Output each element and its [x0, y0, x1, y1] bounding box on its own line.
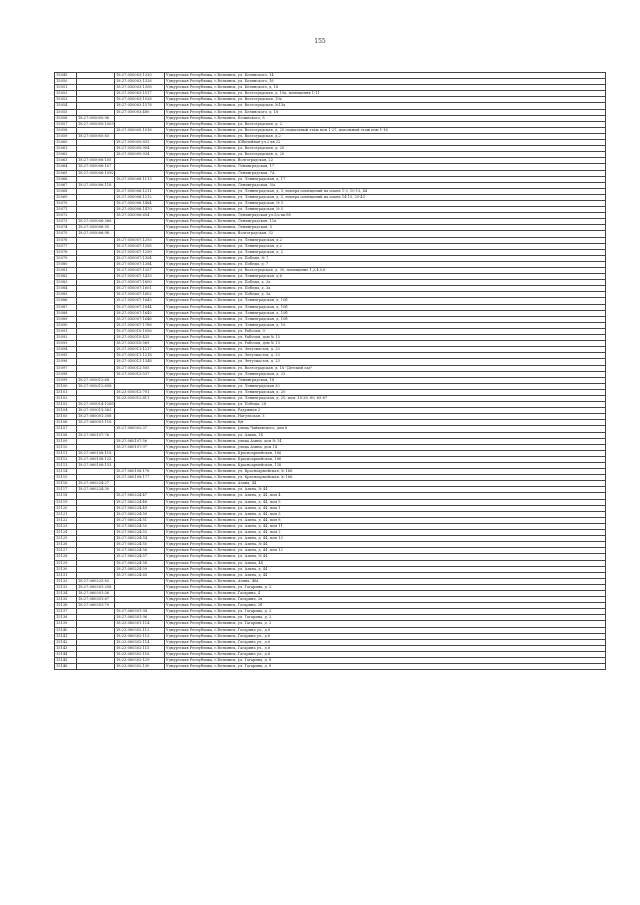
- object-cadastral-number-cell: 18:27:060108:176: [115, 469, 165, 475]
- object-cadastral-number-cell: 18:23:050012:811: [115, 395, 165, 401]
- row-number-cell: 15067: [55, 182, 77, 188]
- address-cell: Удмуртская Республика, г.Воткинск, ул. Ленинградская, д. 5, номера помещений на плане 1-3, 10-13, 44: [165, 188, 606, 194]
- land-cadastral-number-cell: 18:27:060108:125: [77, 456, 115, 462]
- object-cadastral-number-cell: 18:27:060002:37: [115, 426, 165, 432]
- land-cadastral-number-cell: 18:27:050006:366: [77, 219, 115, 225]
- row-number-cell: 15051: [55, 85, 77, 91]
- address-cell: Удмуртская Республика, г.Воткинск, ул. Энтузиастов, д. 23: [165, 359, 606, 365]
- object-cadastral-number-cell: 18:27:060224:48: [115, 499, 165, 505]
- row-number-cell: 15070: [55, 200, 77, 206]
- object-cadastral-number-cell: 18:27:050007:1433: [115, 274, 165, 280]
- row-number-cell: 15055: [55, 109, 77, 115]
- row-number-cell: 15052: [55, 91, 77, 97]
- row-number-cell: 15124: [55, 530, 77, 536]
- row-number-cell: 15066: [55, 176, 77, 182]
- land-cadastral-number-cell: 18:27:050005:96: [77, 115, 115, 121]
- address-cell: Удмуртская Республика, г.Воткинск, Ленинградская, 11а: [165, 219, 606, 225]
- object-cadastral-number-cell: 18:27:060224:47: [115, 493, 165, 499]
- object-cadastral-number-cell: 18:27:060224:51: [115, 517, 165, 523]
- table-row: [55, 664, 606, 670]
- row-number-cell: 15127: [55, 548, 77, 554]
- row-number-cell: 15137: [55, 609, 77, 615]
- address-cell: Удмуртская Республика, г.Воткинск, ул. Рабочая, дом № 13: [165, 341, 606, 347]
- object-cadastral-number-cell: 18:27:050005:1016: [115, 127, 165, 133]
- object-cadastral-number-cell: 18:27:060224:50: [115, 511, 165, 517]
- object-cadastral-number-cell: 18:23:060302:114: [115, 639, 165, 645]
- address-cell: Удмуртская Республика, г.Воткинск, ул. Ленинградская, д. 16: [165, 322, 606, 328]
- address-cell: Удмуртская Республика, г.Воткинск, ул. Ленинградская, д. 10б: [165, 316, 606, 322]
- address-cell: Удмуртская Республика, г.Воткинск, Азина, 44: [165, 481, 606, 487]
- object-cadastral-number-cell: 18:27:050010:569: [115, 341, 165, 347]
- row-number-cell: 15061: [55, 146, 77, 152]
- address-cell: Удмуртская Республика, г.Воткинск, ул. Волгоградская, д. 30, помещение 1,2,4,5,6: [165, 268, 606, 274]
- object-cadastral-number-cell: 18:27:050010:435: [115, 335, 165, 341]
- row-number-cell: 15080: [55, 261, 77, 267]
- object-cadastral-number-cell: 18:27:060224:57: [115, 554, 165, 560]
- row-number-cell: 15084: [55, 286, 77, 292]
- object-cadastral-number-cell: 18:23:050012:791: [115, 389, 165, 395]
- row-number-cell: 15142: [55, 639, 77, 645]
- address-cell: Удмуртская Республика, г.Воткинск, ул. Рабочая, 9: [165, 328, 606, 334]
- address-cell: Удмуртская Республика, г.Воткинск, ул. Гагарина, д. 8: [165, 658, 606, 664]
- row-number-cell: 15106: [55, 420, 77, 426]
- address-cell: Удмуртская Республика, г.Воткинск, ул. Волгоградская, д. 20: [165, 152, 606, 158]
- address-cell: Удмуртская Республика, г.Воткинск, Белинского, 8: [165, 115, 606, 121]
- address-cell: Удмуртская Республика, г.Воткинск, Гагарина ул., д.6: [165, 645, 606, 651]
- row-number-cell: 15094: [55, 347, 77, 353]
- row-number-cell: 15075: [55, 231, 77, 237]
- object-cadastral-number-cell: 18:27:050007:1646: [115, 316, 165, 322]
- row-number-cell: 15057: [55, 121, 77, 127]
- address-cell: Удмуртская Республика, г.Воткинск, Красноармейская, 138: [165, 463, 606, 469]
- address-cell: Удмуртская Республика, г.Воткинск, ул. Волгоградская, д. 18 "Детский сад": [165, 365, 606, 371]
- land-cadastral-number-cell: 18:27:060225:83: [77, 578, 115, 584]
- row-number-cell: 15134: [55, 590, 77, 596]
- row-number-cell: 15117: [55, 487, 77, 493]
- object-cadastral-number-cell: 18:23:060302:130: [115, 664, 165, 670]
- row-number-cell: 15112: [55, 456, 77, 462]
- land-cadastral-number-cell: 18:27:060224:30: [77, 487, 115, 493]
- object-cadastral-number-cell: 18:27:050012:505: [115, 365, 165, 371]
- object-cadastral-number-cell: 18:27:060224:53: [115, 530, 165, 536]
- row-number-cell: 15108: [55, 432, 77, 438]
- address-cell: Удмуртская Республика, г.Воткинск, Гагарина ул., д.6: [165, 639, 606, 645]
- address-cell: Удмуртская Республика, г.Воткинск, ул. Ленинградская, № 5: [165, 207, 606, 213]
- object-cadastral-number-cell: 18:27:050007:1337: [115, 268, 165, 274]
- object-cadastral-number-cell: 18:27:050007:1602: [115, 292, 165, 298]
- land-cadastral-number-cell: 18:27:050014:1265: [78, 402, 114, 407]
- object-cadastral-number-cell: 18:27:050003:1308: [115, 85, 165, 91]
- object-cadastral-number-cell: 18:27:050007:1643: [115, 298, 165, 304]
- address-cell: Удмуртская Республика, г.Воткинск, ул. Азина, д. 44: [165, 566, 606, 572]
- row-number-cell: 15136: [55, 603, 77, 609]
- row-number-cell: 15141: [55, 633, 77, 639]
- land-cadastral-number-cell: 18:27:060107:76: [77, 432, 115, 438]
- object-cadastral-number-cell: 18:27:060224:59: [115, 566, 165, 572]
- row-number-cell: 15099: [55, 377, 77, 383]
- row-number-cell: 15120: [55, 505, 77, 511]
- object-cadastral-number-cell: 18:27:050012:537: [115, 371, 165, 377]
- address-cell: Удмуртская Республика, г.Воткинск, ул. Гагарина, д. 2: [165, 615, 606, 621]
- address-cell: Удмуртская Республика, г.Воткинск, ул. Белинского, д. 18: [165, 85, 606, 91]
- page-number: 155: [314, 38, 326, 45]
- land-cadastral-number-cell: 18:27:050012:658: [77, 383, 115, 389]
- address-cell: Удмуртская Республика, г.Воткинск, ул. Азина, № 44: [165, 554, 606, 560]
- address-cell: Удмуртская Республика, г.Воткинск, Красноармейская, 166: [165, 456, 606, 462]
- land-cadastral-number-cell: 18:27:050005:83: [77, 133, 115, 139]
- object-cadastral-number-cell: 18:27:060224:56: [115, 548, 165, 554]
- address-cell: Удмуртская Республика, г.Воткинск, б/н: [165, 420, 606, 426]
- address-cell: Удмуртская Республика, г.Воткинск, ул. Азина, № 44: [165, 487, 606, 493]
- row-number-cell: 15111: [55, 450, 77, 456]
- object-cadastral-number-cell: 18:27:060224:52: [115, 523, 165, 529]
- row-number-cell: 15107: [55, 426, 77, 432]
- address-cell: Удмуртская Республика, г.Воткинск, ул. Ленинградская, д. 5, номера помещений на плане 14-15, 25-43: [165, 194, 606, 200]
- object-cadastral-number-cell: 18:27:050003:1528: [115, 97, 165, 103]
- row-number-cell: 15121: [55, 511, 77, 517]
- address-cell: Удмуртская Республика, г.Воткинск, ул. Ленинградская, д.2: [165, 243, 606, 249]
- row-number-cell: 15087: [55, 304, 77, 310]
- address-cell: Удмуртская Республика, г.Воткинск, ул. Белинского, д. 18: [165, 109, 606, 115]
- row-number-cell: 15113: [55, 463, 77, 469]
- row-number-cell: 15109: [55, 438, 77, 444]
- address-cell: Удмуртская Республика, г.Воткинск, Красноармейская, 166: [165, 450, 606, 456]
- object-cadastral-number-cell: 18:23:060302:129: [115, 658, 165, 664]
- address-cell: Удмуртская Республика, г.Воткинск, ул. Ленинградская, д. 10б: [165, 298, 606, 304]
- land-cadastral-number-cell: 18:27:050005:1003: [78, 121, 114, 126]
- land-cadastral-number-cell: 18:27:060224:27: [77, 481, 115, 487]
- land-cadastral-number-cell: 18:27:060108:133: [77, 463, 115, 469]
- address-cell: Удмуртская Республика, г.Воткинск, ул. Волгоградская, д. 2: [165, 121, 606, 127]
- row-number-cell: 15128: [55, 554, 77, 560]
- object-cadastral-number-cell: 18:27:050003:1320: [115, 73, 165, 79]
- address-cell: Удмуртская Республика, г.Воткинск, ул. Азина, д. 44, пом 13: [165, 536, 606, 542]
- object-cadastral-number-cell: 18:27:050006:1212: [115, 194, 165, 200]
- address-cell: Удмуртская Республика, г.Воткинск, ул. Азина, д. 44, пом 11: [165, 523, 606, 529]
- object-cadastral-number-cell: 18:27:050011:1218: [115, 353, 165, 359]
- registry-body: [55, 73, 606, 670]
- address-cell: Удмуртская Республика, г.Воткинск, ул. Ленинградская, д. 10б: [165, 310, 606, 316]
- address-cell: Удмуртская Республика, г.Воткинск, Ленинградская, 18: [165, 377, 606, 383]
- land-cadastral-number-cell: 18:27:060301:70: [77, 603, 115, 609]
- row-number-cell: 15063: [55, 158, 77, 164]
- row-number-cell: 15064: [55, 164, 77, 170]
- address-cell: Удмуртская Республика, г.Воткинск, ул. Ленинградская, д. 22: [165, 371, 606, 377]
- object-cadastral-number-cell: 18:23:060302:115: [115, 645, 165, 651]
- address-cell: Удмуртская Республика, г.Воткинск, ул. Победы, д. 3а: [165, 280, 606, 286]
- row-number-cell: 15126: [55, 542, 77, 548]
- land-cadastral-number-cell: 18:27:050006:105: [77, 158, 115, 164]
- object-cadastral-number-cell: 18:27:050006:1464: [115, 200, 165, 206]
- object-cadastral-number-cell: 18:23:060301:114: [115, 621, 165, 627]
- row-number-cell: 15110: [55, 444, 77, 450]
- row-number-cell: 15123: [55, 523, 77, 529]
- address-cell: Удмуртская Республика, г.Воткинск, ул. Победы, д. 3а: [165, 292, 606, 298]
- row-number-cell: 15059: [55, 133, 77, 139]
- address-cell: Удмуртская Республика, г.Воткинск, ул. Азина, д. 44, пом 2: [165, 530, 606, 536]
- row-number-cell: 15098: [55, 371, 77, 377]
- address-cell: Удмуртская Республика, г.Воткинск, ул. Ленинградская, № 5: [165, 200, 606, 206]
- row-number-cell: 15060: [55, 140, 77, 146]
- object-cadastral-number-cell: 18:27:060301:96: [115, 615, 165, 621]
- address-cell: Удмуртская Республика, г.Воткинск, ул. Ленинградская, д. 10б: [165, 304, 606, 310]
- address-cell: Удмуртская Республика, г.Воткинск, ул. Волгоградская, д. 20 подвальный этаж пом 1-27, цокольный этаж пом 1-16: [165, 127, 606, 133]
- row-number-cell: 15081: [55, 268, 77, 274]
- address-cell: Удмуртская Республика, г.Воткинск, ул. Азина, д. 44, пом 12: [165, 548, 606, 554]
- row-number-cell: 15133: [55, 584, 77, 590]
- address-cell: Удмуртская Республика, г.Воткинск, Радужная 2: [165, 408, 606, 414]
- row-number-cell: 15049: [55, 73, 77, 79]
- address-cell: Удмуртская Республика, г.Воткинск, ул. Волгоградская, д.2: [165, 133, 606, 139]
- row-number-cell: 15146: [55, 664, 77, 670]
- address-cell: Удмуртская Республика, г.Воткинск, Азина, 46а: [165, 578, 606, 584]
- row-number-cell: 15143: [55, 645, 77, 651]
- object-cadastral-number-cell: 18:27:050007:1645: [115, 310, 165, 316]
- address-cell: Удмуртская Республика, г.Воткинск, ул. Ленинградская, д.6: [165, 274, 606, 280]
- object-cadastral-number-cell: 18:27:050003:1326: [115, 79, 165, 85]
- address-cell: Удмуртская Республика, г.Воткинск, ул. Гагарина, д. 2: [165, 584, 606, 590]
- address-cell: Удмуртская Республика, г.Воткинск, ул. Волгоградская, д. 20: [165, 146, 606, 152]
- address-cell: Удмуртская Республика, г.Воткинск, Юбилейная ул.2 кв 22: [165, 140, 606, 146]
- object-cadastral-number-cell: 18:27:050007:1299: [115, 249, 165, 255]
- address-cell: Удмуртская Республика, г.Воткинск, Гагарина, 2в: [165, 597, 606, 603]
- land-cadastral-number-cell: 18:27:050012:68: [77, 377, 115, 383]
- row-number-cell: 15129: [55, 560, 77, 566]
- address-cell: Удмуртская Республика, г.Воткинск, Гагарина, 2б: [165, 603, 606, 609]
- object-cadastral-number-cell: 18:27:060107:97: [115, 444, 165, 450]
- address-cell: Удмуртская Республика, г.Воткинск, ул. Ленинградская, д. 2: [165, 249, 606, 255]
- row-number-cell: 15104: [55, 408, 77, 414]
- object-cadastral-number-cell: 18:27:050006:654: [115, 213, 165, 219]
- address-cell: Удмуртская Республика, г.Воткинск, Ленинградская, 5: [165, 225, 606, 231]
- row-number-cell: 15119: [55, 499, 77, 505]
- address-cell: Удмуртская Республика, г.Воткинск, ул. Волгоградская, 19а: [165, 97, 606, 103]
- row-number-cell: 15053: [55, 97, 77, 103]
- address-cell: Удмуртская Республика, г.Воткинск, ул. Ленинградская 20: [165, 383, 606, 389]
- object-cadastral-number-cell: 18:27:050005:853: [115, 140, 165, 146]
- land-cadastral-number-cell: 18:27:050015:563: [77, 408, 115, 414]
- address-cell: Удмуртская Республика, г.Воткинск, ул. Азина, д. 44, пом 4: [165, 493, 606, 499]
- row-number-cell: 15091: [55, 328, 77, 334]
- object-cadastral-number-cell: 18:27:050005:904: [115, 146, 165, 152]
- object-cadastral-number-cell: 18:27:050006:1470: [115, 207, 165, 213]
- row-number-cell: 15072: [55, 213, 77, 219]
- row-number-cell: 15076: [55, 237, 77, 243]
- row-number-cell: 15097: [55, 365, 77, 371]
- row-number-cell: 15050: [55, 79, 77, 85]
- row-number-cell: 15079: [55, 255, 77, 261]
- address-cell: Удмуртская Республика, г.Воткинск, ул. Азина, 44: [165, 560, 606, 566]
- row-number-cell: 15101: [55, 389, 77, 395]
- row-number-cell: 15135: [55, 597, 77, 603]
- land-cadastral-number-cell: 18:27:050006:107: [77, 164, 115, 170]
- address-cell: Удмуртская Республика, г.Воткинск, ул. Волгоградская, №13а: [165, 103, 606, 109]
- row-number-cell: 15058: [55, 127, 77, 133]
- object-cadastral-number-cell: 18:27:050006:1211: [115, 188, 165, 194]
- address-cell: Удмуртская Республика, г.Воткинск, Ленинградская ул.5/а кв.88: [165, 213, 606, 219]
- object-cadastral-number-cell: 18:27:050007:1304: [115, 255, 165, 261]
- row-number-cell: 15118: [55, 493, 77, 499]
- object-cadastral-number-cell: 18:27:060301:94: [115, 609, 165, 615]
- address-cell: Удмуртская Республика, г.Воткинск, Ленинградская, 5/а: [165, 182, 606, 188]
- address-cell: Удмуртская Республика, г.Воткинск, ул. Ленинградская, д.2: [165, 237, 606, 243]
- object-cadastral-number-cell: 18:27:050007:1295: [115, 243, 165, 249]
- object-cadastral-number-cell: 18:27:060224:58: [115, 560, 165, 566]
- row-number-cell: 15096: [55, 359, 77, 365]
- land-cadastral-number-cell: [77, 664, 115, 670]
- row-number-cell: 15114: [55, 469, 77, 475]
- address-cell: Удмуртская Республика, г.Воткинск, ул. Энтузиастов, д. 23: [165, 347, 606, 353]
- land-cadastral-number-cell: 18:27:060001:308: [77, 414, 115, 420]
- row-number-cell: 15138: [55, 615, 77, 621]
- row-number-cell: 15062: [55, 152, 77, 158]
- address-cell: Удмуртская Республика, г.Воткинск, ул. Гагарина, д. 2: [165, 609, 606, 615]
- row-number-cell: 15088: [55, 310, 77, 316]
- object-cadastral-number-cell: 18:27:060224:49: [115, 505, 165, 511]
- row-number-cell: 15144: [55, 651, 77, 657]
- land-cadastral-number-cell: 18:27:060001:116: [77, 420, 115, 426]
- row-number-cell: 15054: [55, 103, 77, 109]
- row-number-cell: 15090: [55, 322, 77, 328]
- address-cell: Удмуртская Республика, г.Воткинск, ул. Ленинградская, д. 20, пом. 18-28, 60, 65-67: [165, 395, 606, 401]
- address-cell: Удмуртская Республика, г.Воткинск, ул. Ленинградская, д. 17: [165, 176, 606, 182]
- object-cadastral-number-cell: 18:27:050007:1601: [115, 286, 165, 292]
- object-cadastral-number-cell: 18:27:050010:1056: [115, 328, 165, 334]
- object-cadastral-number-cell: 18:27:050006:1113: [115, 176, 165, 182]
- object-cadastral-number-cell: 18:27:050007:1293: [115, 237, 165, 243]
- object-cadastral-number-cell: 18:27:060224:54: [115, 536, 165, 542]
- address-cell: Удмуртская Республика, г.Воткинск, ул. Азина, д. 44, пом 3: [165, 511, 606, 517]
- row-number-cell: 15092: [55, 335, 77, 341]
- object-cadastral-number-cell: 18:27:060224:55: [115, 542, 165, 548]
- object-cadastral-number-cell: 18:27:050003:480: [115, 109, 165, 115]
- address-cell: Удмуртская Республика, г.Воткинск, улица Азина, дом № 14: [165, 438, 606, 444]
- row-number-cell: 15086: [55, 298, 77, 304]
- land-cadastral-number-cell: 18:27:050006:98: [77, 231, 115, 237]
- row-number-cell: 15100: [55, 383, 77, 389]
- address-cell: Удмуртская Республика, г.Воткинск, Ленинградская, 17: [165, 164, 606, 170]
- row-number-cell: 15083: [55, 280, 77, 286]
- object-cadastral-number-cell: 18:27:050007:1384: [115, 261, 165, 267]
- address-cell: Удмуртская Республика, г.Воткинск, Гагарина, 4: [165, 590, 606, 596]
- address-cell: Удмуртская Республика, г.Воткинск, ул. Ленинградская, д. 20: [165, 389, 606, 395]
- row-number-cell: 15085: [55, 292, 77, 298]
- row-number-cell: 15115: [55, 475, 77, 481]
- address-cell: Удмуртская Республика, г.Воткинск, Ленинградская, 7А: [165, 170, 606, 176]
- land-cadastral-number-cell: 18:27:060108:118: [77, 450, 115, 456]
- address-cell: Удмуртская Республика, г.Воткинск, Нагульская, 3: [165, 414, 606, 420]
- row-number-cell: 15068: [55, 188, 77, 194]
- row-number-cell: 15140: [55, 627, 77, 633]
- address-cell: Удмуртская Республика, г.Воткинск, Волгоградская, 32: [165, 231, 606, 237]
- address-cell: Удмуртская Республика, г.Воткинск, ул. Азина, 14: [165, 432, 606, 438]
- row-number-cell: 15074: [55, 225, 77, 231]
- address-cell: Удмуртская Республика, г.Воткинск, ул. Победы, д. 3а: [165, 286, 606, 292]
- row-number-cell: 15102: [55, 395, 77, 401]
- row-number-cell: 15105: [55, 414, 77, 420]
- object-cadastral-number-cell: 18:27:060107:56: [115, 438, 165, 444]
- row-number-cell: 15089: [55, 316, 77, 322]
- object-cadastral-number-cell: 18:27:050007:1788: [115, 322, 165, 328]
- address-cell: Удмуртская Республика, г.Воткинск, ул. Красноармейская, № 166: [165, 469, 606, 475]
- object-cadastral-number-cell: 18:23:060302:116: [115, 651, 165, 657]
- land-cadastral-number-cell: 18:27:060301:56: [77, 590, 115, 596]
- address-cell: Удмуртская Республика, г.Воткинск, ул. Рабочая, дом № 15: [165, 335, 606, 341]
- address-cell: Удмуртская Республика, г.Воткинск, ул. Гагарина, д. 8: [165, 664, 606, 670]
- address-cell: Удмуртская Республика, г.Воткинск, ул. Победы, 28: [165, 402, 606, 408]
- address-cell: Удмуртская Республика, г.Воткинск, ул. Красноармейская, № 166: [165, 475, 606, 481]
- object-cadastral-number-cell: 18:27:050011:1217: [115, 347, 165, 353]
- address-cell: Удмуртская Республика, г.Воткинск, ул. Азина, д. 44, пом 8: [165, 517, 606, 523]
- address-cell: Удмуртская Республика, г.Воткинск, ул. Энтузиастов, д. 23: [165, 353, 606, 359]
- row-number-cell: 15139: [55, 621, 77, 627]
- address-cell: Удмуртская Республика, г.Воткинск, ул. Азина, д. 44, пом 5: [165, 499, 606, 505]
- object-cadastral-number-cell: 18:27:050007:1644: [115, 304, 165, 310]
- address-cell: Удмуртская Республика, г.Воткинск, ул. Волгоградская, д. 19а, помещения 1-11: [165, 91, 606, 97]
- address-cell: Удмуртская Республика, г.Воткинск, ул. Гагарина, д. 2: [165, 621, 606, 627]
- row-number-cell: 15093: [55, 341, 77, 347]
- row-number-cell: 15069: [55, 194, 77, 200]
- land-cadastral-number-cell: 18:27:060301:67: [77, 597, 115, 603]
- row-number-cell: 15125: [55, 536, 77, 542]
- object-cadastral-number-cell: 18:23:060302:113: [115, 633, 165, 639]
- address-cell: Удмуртская Республика, г.Воткинск, ул. Белинского, 14: [165, 73, 606, 79]
- row-number-cell: 15073: [55, 219, 77, 225]
- land-cadastral-number-cell: 18:27:050006:1092: [78, 170, 114, 175]
- row-number-cell: 15145: [55, 658, 77, 664]
- row-number-cell: 15071: [55, 207, 77, 213]
- row-number-cell: 15116: [55, 481, 77, 487]
- address-cell: Удмуртская Республика, г.Воткинск, Гагарина ул., д.6: [165, 627, 606, 633]
- object-cadastral-number-cell: 18:23:060302:112: [115, 627, 165, 633]
- address-cell: Удмуртская Республика, г.Воткинск, ул. Азина, д. 44, пом 1: [165, 505, 606, 511]
- row-number-cell: 15078: [55, 249, 77, 255]
- object-cadastral-number-cell: 18:27:060108:177: [115, 475, 165, 481]
- object-cadastral-number-cell: 18:27:050005:934: [115, 152, 165, 158]
- object-cadastral-number-cell: 18:27:050003:1578: [115, 103, 165, 109]
- address-cell: Удмуртская Республика, г.Воткинск, ул. Азина, № 44: [165, 542, 606, 548]
- row-number-cell: 15132: [55, 578, 77, 584]
- row-number-cell: 15077: [55, 243, 77, 249]
- row-number-cell: 15065: [55, 170, 77, 176]
- address-cell: Удмуртская Республика, г.Воткинск, улица Чайковского, дом 8: [165, 426, 606, 432]
- address-cell: Удмуртская Республика, г.Воткинск, ул. Победы, № 7: [165, 255, 606, 261]
- row-number-cell: 15131: [55, 572, 77, 578]
- row-number-cell: 15122: [55, 517, 77, 523]
- address-cell: Удмуртская Республика, г.Воткинск, Гагарина ул., д.6: [165, 651, 606, 657]
- row-number-cell: 15056: [55, 115, 77, 121]
- row-number-cell: 15103: [55, 402, 77, 408]
- registry-table: [54, 72, 606, 670]
- row-number-cell: 15095: [55, 353, 77, 359]
- address-cell: Удмуртская Республика, г.Воткинск, улица Азина, дом 14: [165, 444, 606, 450]
- row-number-cell: 15130: [55, 566, 77, 572]
- object-cadastral-number-cell: 18:27:050011:1348: [115, 359, 165, 365]
- object-cadastral-number-cell: 18:27:050007:1600: [115, 280, 165, 286]
- object-cadastral-number-cell: 18:27:060224:60: [115, 572, 165, 578]
- object-cadastral-number-cell: 18:27:050003:1517: [115, 91, 165, 97]
- row-number-cell: 15082: [55, 274, 77, 280]
- land-cadastral-number-cell: 18:27:060301:208: [77, 584, 115, 590]
- land-cadastral-number-cell: 18:27:050006:95: [77, 225, 115, 231]
- address-cell: Удмуртская Республика, г.Воткинск, ул. Победы, д. 7: [165, 261, 606, 267]
- address-cell: Удмуртская Республика, г.Воткинск, Гагарина ул., д.6: [165, 633, 606, 639]
- land-cadastral-number-cell: 18:27:050006:118: [77, 182, 115, 188]
- address-cell: Удмуртская Республика, г.Воткинск, ул. Азина, д. 44: [165, 572, 606, 578]
- address-cell: Удмуртская Республика, г.Воткинск, Волгоградская, 22: [165, 158, 606, 164]
- address-cell: Удмуртская Республика, г.Воткинск, ул. Белинского, 16: [165, 79, 606, 85]
